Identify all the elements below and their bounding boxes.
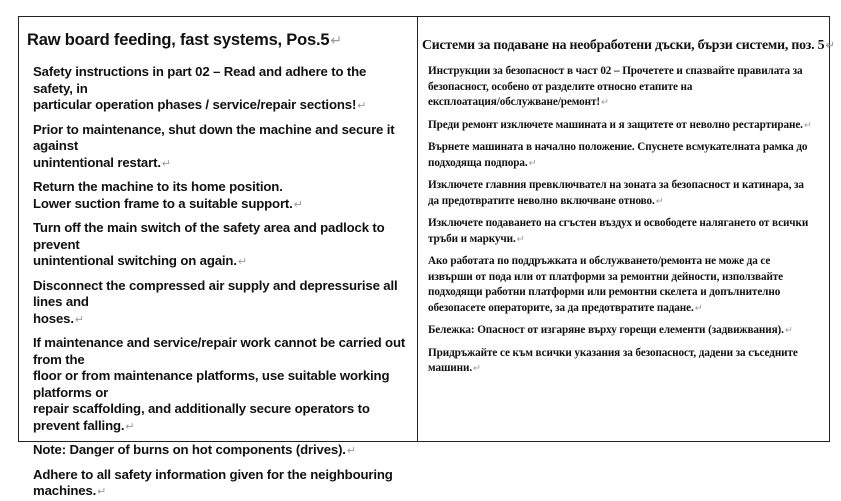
paragraph-mark: ↵ bbox=[74, 313, 85, 326]
instruction-line-text: обезопасете операторите, за да предотвратите падане. bbox=[428, 301, 694, 314]
paragraph-mark: ↵ bbox=[803, 120, 812, 131]
bulgarian-title: Системи за подаване на необработени дъски, бързи системи, поз. 5↵ bbox=[422, 37, 835, 52]
english-instruction bbox=[33, 64, 409, 115]
instruction-line-text: да предотвратите неволно включване отново. bbox=[428, 194, 655, 207]
paragraph-mark: ↵ bbox=[600, 98, 609, 108]
instruction-line bbox=[33, 155, 409, 173]
instruction-line: подходящи работни платформи или ремонтни скелета и допълнително bbox=[428, 286, 781, 298]
instruction-line: Disconnect the compressed air supply and depressurise all lines and bbox=[33, 277, 398, 309]
english-instruction bbox=[33, 467, 409, 501]
instruction-line bbox=[428, 95, 823, 112]
instruction-line bbox=[428, 361, 823, 378]
instruction-line: Turn off the main switch of the safety area and padlock to prevent bbox=[33, 220, 385, 252]
paragraph-mark: ↵ bbox=[473, 364, 481, 374]
paragraph-mark: ↵ bbox=[528, 158, 537, 169]
instruction-line bbox=[33, 97, 409, 115]
instruction-line: извърши от пода или от платформи за ремонтни дейности, използвайте bbox=[428, 270, 784, 283]
bulgarian-instruction-list bbox=[422, 64, 823, 378]
instruction-line-text: unintentional restart. bbox=[33, 154, 161, 170]
instruction-line: floor or from maintenance platforms, use suitable working platforms or bbox=[33, 368, 390, 400]
instruction-line-text: Преди ремонт изключете машината и я защитете от неволно рестартиране. bbox=[428, 118, 803, 131]
instruction-line bbox=[428, 323, 823, 340]
instruction-line: Safety instructions in part 02 – Read and adhere to the safety, in bbox=[33, 64, 367, 96]
instruction-line: Ако работата по поддръжката и обслужването/ремонта не може да се bbox=[428, 255, 771, 267]
instruction-line: Изключете подаването на сгъстен въздух и освободете налягането от всички bbox=[428, 217, 809, 229]
instruction-line: Придръжайте се към всички указания за безопасност, дадени за съседните bbox=[428, 346, 798, 359]
instruction-line-text: Lower suction frame to a suitable support. bbox=[33, 195, 293, 211]
english-instruction bbox=[33, 442, 409, 460]
paragraph-mark: ↵ bbox=[237, 256, 248, 268]
instruction-line-text: Бележка: Опасност от изгаряне върху горещи елементи (задвижвания). bbox=[428, 324, 784, 336]
paragraph-mark: ↵ bbox=[784, 326, 793, 336]
instruction-line: Инструкции за безопасност в част 02 – Прочетете и спазвайте правилата за bbox=[428, 65, 803, 77]
english-instruction-list bbox=[27, 64, 409, 501]
bilingual-table bbox=[18, 16, 835, 498]
instruction-line bbox=[428, 194, 823, 211]
instruction-line bbox=[33, 196, 409, 214]
bulgarian-instruction bbox=[428, 346, 823, 378]
instruction-line-text: particular operation phases / service/repair sections! bbox=[33, 97, 357, 112]
instruction-line-text: hoses. bbox=[33, 310, 74, 326]
english-title: Raw board feeding, fast systems, Pos.5↵ bbox=[27, 31, 342, 49]
bulgarian-instruction bbox=[428, 178, 823, 210]
instruction-line-text: Note: Danger of burns on hot components (drives). bbox=[33, 442, 346, 457]
instruction-line-text: машини. bbox=[428, 362, 473, 374]
instruction-line-text: тръби и маркучи. bbox=[428, 232, 516, 245]
paragraph-mark: ↵ bbox=[694, 303, 703, 314]
instruction-line bbox=[33, 401, 409, 435]
instruction-line-text: експлоатация/обслужване/ремонт! bbox=[428, 96, 600, 108]
paragraph-mark: ↵ bbox=[97, 486, 107, 498]
english-column bbox=[19, 17, 418, 498]
instruction-line bbox=[428, 118, 823, 135]
english-instruction bbox=[33, 179, 409, 213]
paragraph-mark: ↵ bbox=[825, 39, 835, 52]
english-instruction bbox=[33, 122, 409, 173]
instruction-line-text: Adhere to all safety information given for the neighbouring machines. bbox=[33, 466, 393, 498]
instruction-line-text: подходяща подпора. bbox=[428, 156, 528, 169]
bulgarian-instruction bbox=[428, 64, 823, 112]
english-instruction bbox=[33, 335, 409, 435]
bulgarian-instruction bbox=[428, 140, 823, 172]
instruction-line: If maintenance and service/repair work cannot be carried out from the bbox=[33, 335, 406, 367]
instruction-line bbox=[428, 232, 823, 249]
instruction-line bbox=[33, 311, 409, 329]
bulgarian-instruction bbox=[428, 216, 823, 248]
instruction-line: Prior to maintenance, shut down the machine and secure it against bbox=[33, 121, 395, 153]
instruction-line-text: unintentional switching on again. bbox=[33, 253, 237, 268]
bulgarian-instruction bbox=[428, 323, 823, 340]
instruction-line: Върнете машината в начално положение. Спуснете всмукателната рамка до bbox=[428, 141, 808, 153]
instruction-line bbox=[33, 442, 409, 460]
bulgarian-instruction bbox=[428, 254, 823, 317]
instruction-line bbox=[428, 156, 823, 173]
instruction-line bbox=[33, 253, 409, 271]
instruction-line: безопасност, особено от разделите относно етапите на bbox=[428, 80, 693, 93]
instruction-line-text: repair scaffolding, and additionally secure operators to prevent falling. bbox=[33, 401, 370, 433]
instruction-line bbox=[428, 301, 823, 318]
paragraph-mark: ↵ bbox=[516, 234, 525, 245]
paragraph-mark: ↵ bbox=[330, 32, 342, 48]
paragraph-mark: ↵ bbox=[293, 198, 303, 211]
paragraph-mark: ↵ bbox=[346, 445, 357, 457]
bulgarian-column bbox=[418, 17, 835, 441]
instruction-line bbox=[33, 467, 409, 501]
paragraph-mark: ↵ bbox=[655, 196, 664, 207]
paragraph-mark: ↵ bbox=[161, 157, 172, 170]
english-instruction bbox=[33, 220, 409, 271]
instruction-line: Return the machine to its home position. bbox=[33, 179, 283, 194]
instruction-line: Изключете главния превключвател на зоната за безопасност и катинара, за bbox=[428, 179, 804, 191]
english-instruction bbox=[33, 278, 409, 329]
paragraph-mark: ↵ bbox=[125, 420, 135, 433]
bulgarian-instruction bbox=[428, 118, 823, 135]
paragraph-mark: ↵ bbox=[357, 100, 367, 112]
